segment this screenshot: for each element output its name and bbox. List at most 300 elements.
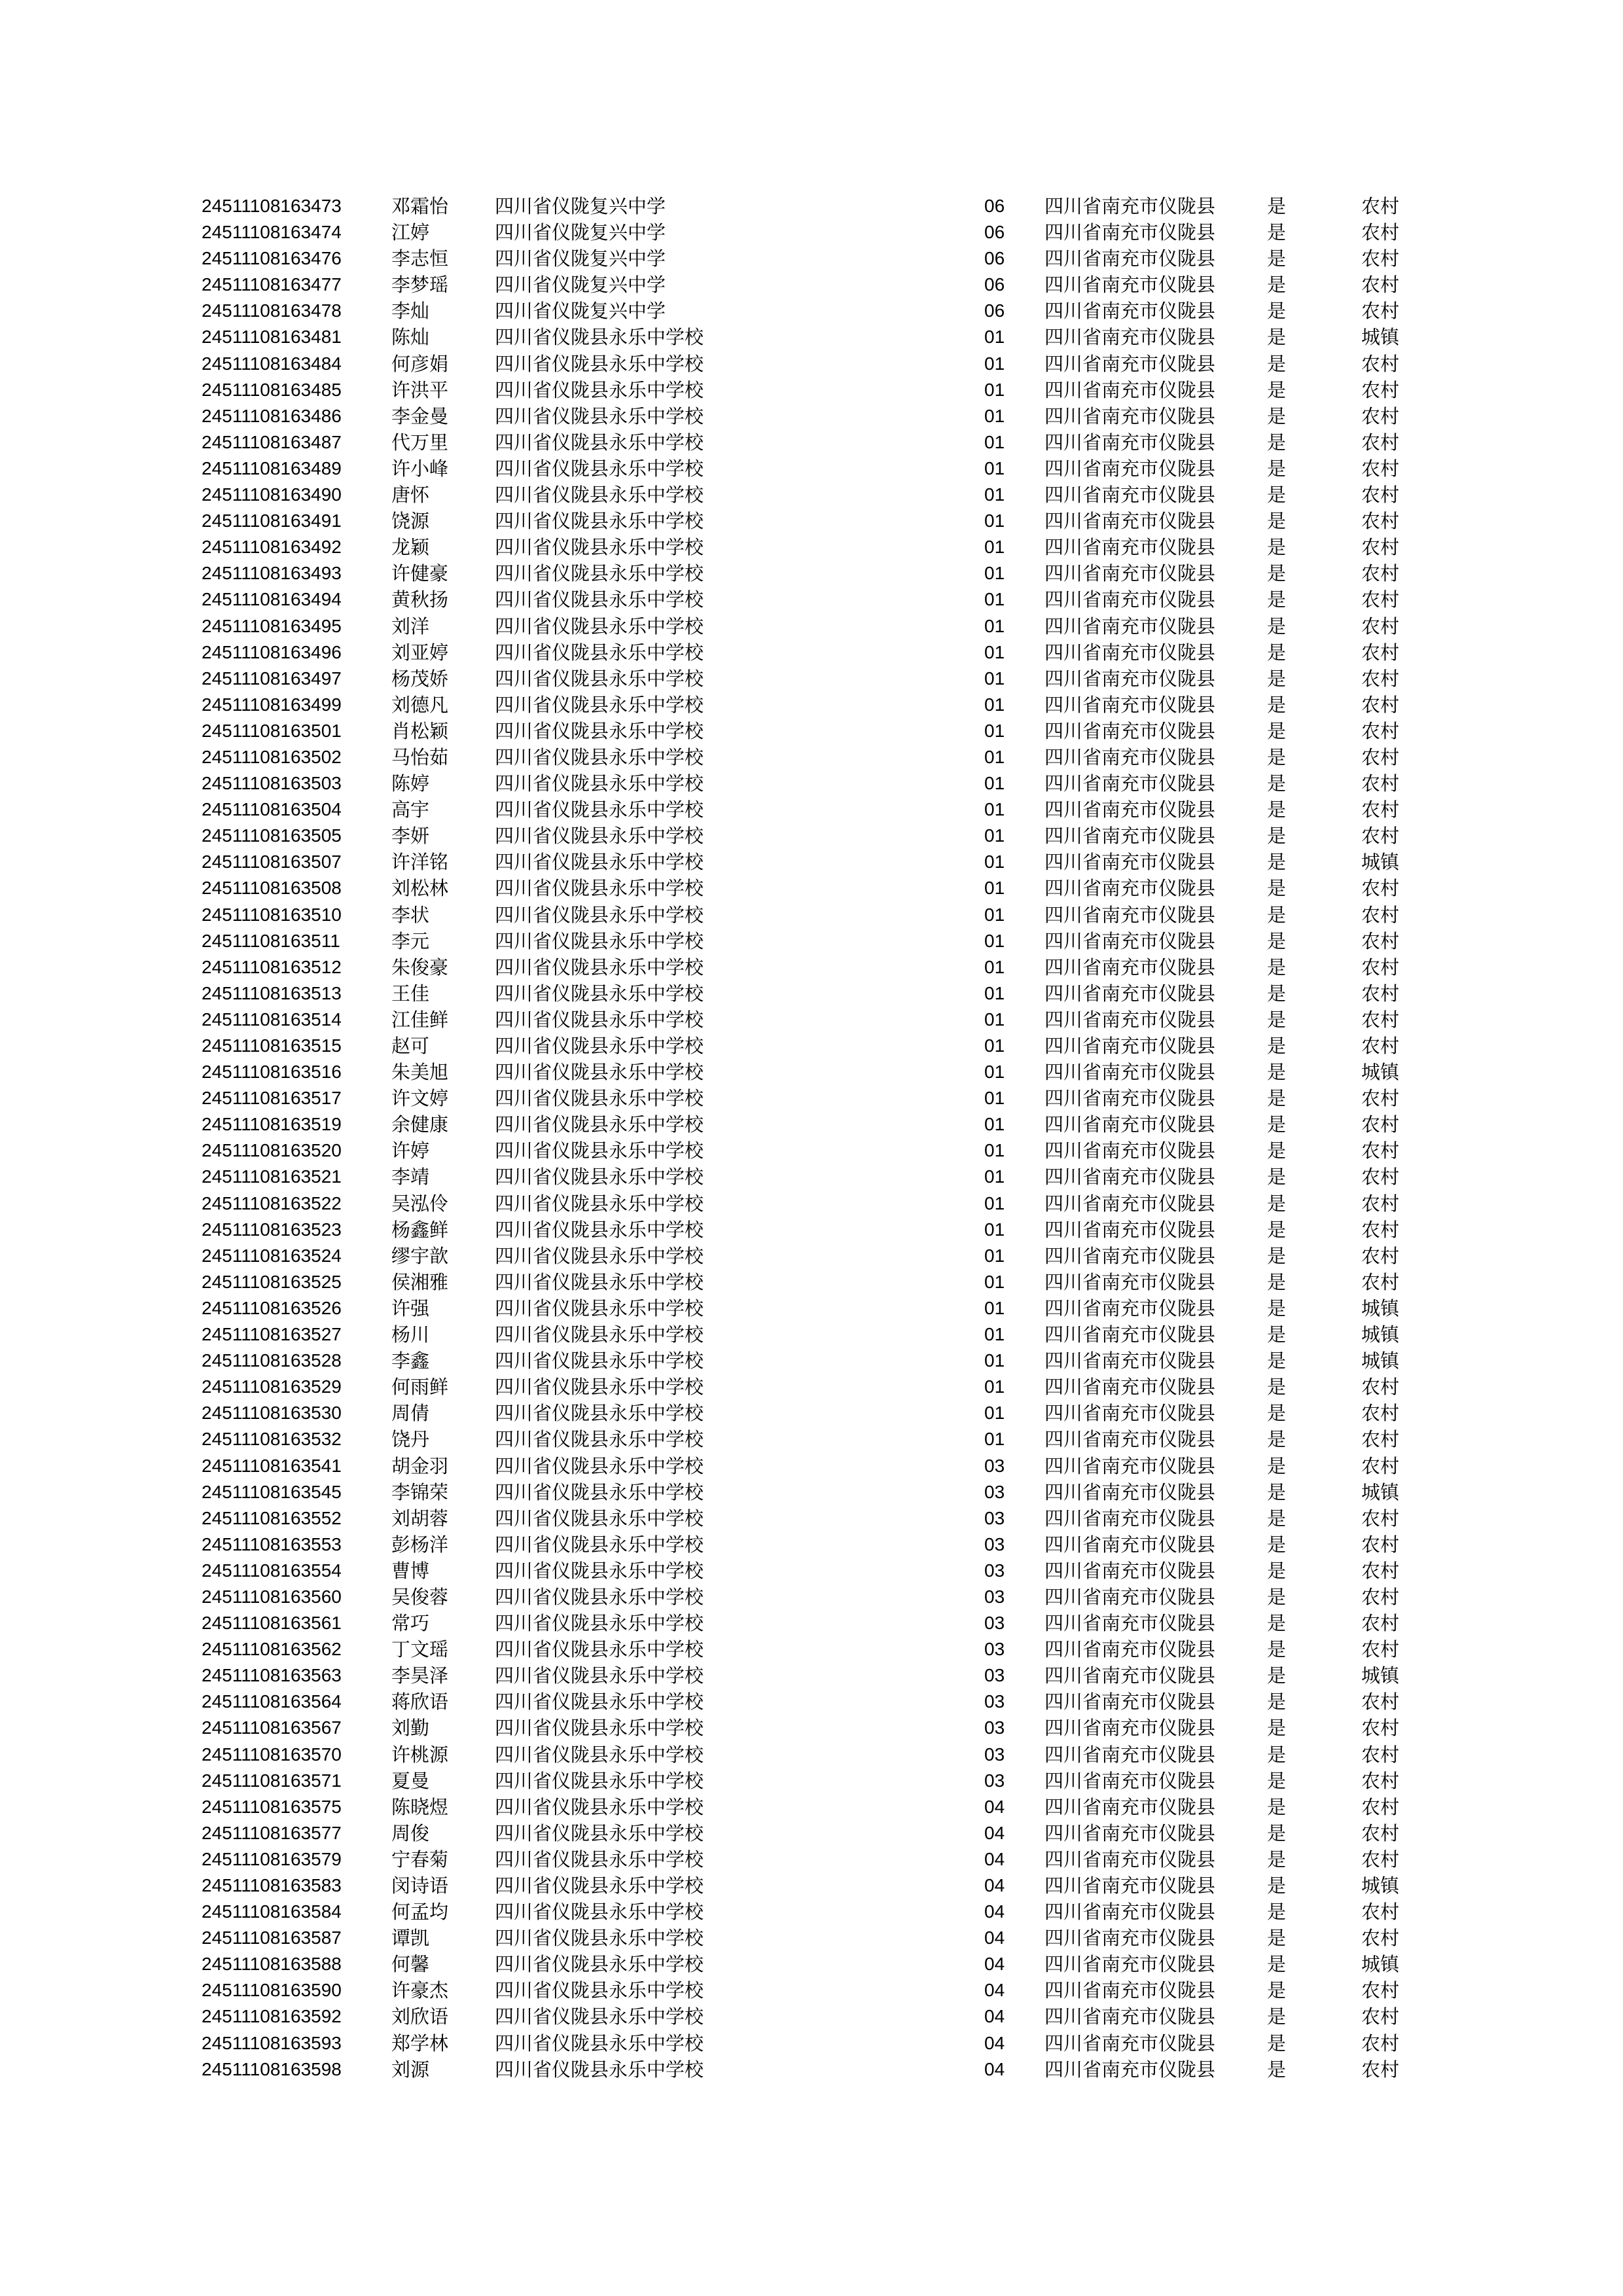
student-name-cell: 龙颖: [391, 536, 430, 559]
eligibility-flag-cell: 是: [1267, 588, 1287, 611]
student-id-cell: 24511108163519: [202, 1114, 342, 1135]
table-row: [0, 245, 1623, 272]
school-name-cell: 四川省仪陇县永乐中学校: [495, 667, 704, 690]
region-cell: 四川省南充市仪陇县: [1044, 457, 1216, 480]
school-name-cell: 四川省仪陇县永乐中学校: [495, 1717, 704, 1740]
residence-type-cell: 农村: [1361, 1533, 1400, 1556]
school-name-cell: 四川省仪陇县永乐中学校: [495, 825, 704, 848]
category-code-cell: 01: [984, 773, 1005, 794]
eligibility-flag-cell: 是: [1267, 745, 1287, 768]
eligibility-flag-cell: 是: [1267, 877, 1287, 900]
eligibility-flag-cell: 是: [1267, 484, 1287, 507]
residence-type-cell: 农村: [1361, 1270, 1400, 1293]
student-name-cell: 许桃源: [391, 1743, 449, 1766]
student-list-table: [0, 193, 1623, 2083]
residence-type-cell: 农村: [1361, 745, 1400, 768]
student-name-cell: 邓霜怡: [391, 195, 449, 217]
student-name-cell: 王佳: [391, 982, 430, 1005]
student-name-cell: 杨川: [391, 1323, 430, 1346]
table-row: [0, 954, 1623, 980]
eligibility-flag-cell: 是: [1267, 326, 1287, 349]
student-id-cell: 24511108163570: [202, 1744, 342, 1765]
residence-type-cell: 农村: [1361, 484, 1400, 507]
eligibility-flag-cell: 是: [1267, 1691, 1287, 1713]
student-id-cell: 24511108163553: [202, 1534, 342, 1554]
student-name-cell: 马怡茹: [391, 745, 449, 768]
eligibility-flag-cell: 是: [1267, 352, 1287, 375]
student-name-cell: 陈晓煜: [391, 1795, 449, 1818]
student-id-cell: 24511108163583: [202, 1875, 342, 1895]
residence-type-cell: 农村: [1361, 1428, 1400, 1451]
student-name-cell: 宁春菊: [391, 1848, 449, 1871]
region-cell: 四川省南充市仪陇县: [1044, 1848, 1216, 1871]
student-name-cell: 刘德凡: [391, 693, 449, 716]
category-code-cell: 04: [984, 2006, 1005, 2027]
student-name-cell: 郑学林: [391, 2032, 449, 2054]
student-id-cell: 24511108163512: [202, 956, 342, 977]
school-name-cell: 四川省仪陇县永乐中学校: [495, 2005, 704, 2028]
student-id-cell: 24511108163504: [202, 799, 342, 820]
student-name-cell: 肖松颖: [391, 719, 449, 742]
table-row: [0, 1689, 1623, 1715]
student-id-cell: 24511108163529: [202, 1376, 342, 1397]
student-id-cell: 24511108163520: [202, 1140, 342, 1161]
category-code-cell: 01: [984, 563, 1005, 584]
region-cell: 四川省南充市仪陇县: [1044, 1717, 1216, 1740]
category-code-cell: 01: [984, 799, 1005, 820]
region-cell: 四川省南充市仪陇县: [1044, 1454, 1216, 1477]
student-id-cell: 24511108163587: [202, 1928, 342, 1948]
residence-type-cell: 城镇: [1361, 1953, 1400, 1976]
eligibility-flag-cell: 是: [1267, 1297, 1287, 1319]
category-code-cell: 01: [984, 1114, 1005, 1135]
table-row: [0, 586, 1623, 613]
residence-type-cell: 农村: [1361, 457, 1400, 480]
student-name-cell: 何馨: [391, 1953, 430, 1976]
student-id-cell: 24511108163476: [202, 248, 342, 269]
region-cell: 四川省南充市仪陇县: [1044, 1691, 1216, 1713]
region-cell: 四川省南充市仪陇县: [1044, 1376, 1216, 1399]
eligibility-flag-cell: 是: [1267, 1244, 1287, 1267]
region-cell: 四川省南充市仪陇县: [1044, 1428, 1216, 1451]
eligibility-flag-cell: 是: [1267, 247, 1287, 270]
eligibility-flag-cell: 是: [1267, 929, 1287, 952]
school-name-cell: 四川省仪陇县永乐中学校: [495, 929, 704, 952]
residence-type-cell: 城镇: [1361, 1350, 1400, 1372]
school-name-cell: 四川省仪陇县永乐中学校: [495, 772, 704, 795]
table-row: [0, 666, 1623, 692]
category-code-cell: 04: [984, 2058, 1005, 2079]
residence-type-cell: 农村: [1361, 772, 1400, 795]
student-name-cell: 刘源: [391, 2058, 430, 2081]
student-name-cell: 许洋铭: [391, 851, 449, 874]
school-name-cell: 四川省仪陇县永乐中学校: [495, 1480, 704, 1503]
school-name-cell: 四川省仪陇县永乐中学校: [495, 1743, 704, 1766]
category-code-cell: 06: [984, 248, 1005, 269]
category-code-cell: 04: [984, 1928, 1005, 1948]
residence-type-cell: 农村: [1361, 1166, 1400, 1189]
student-id-cell: 24511108163592: [202, 2006, 342, 2027]
residence-type-cell: 农村: [1361, 1821, 1400, 1844]
student-id-cell: 24511108163502: [202, 746, 342, 767]
residence-type-cell: 农村: [1361, 195, 1400, 217]
region-cell: 四川省南充市仪陇县: [1044, 274, 1216, 296]
region-cell: 四川省南充市仪陇县: [1044, 352, 1216, 375]
student-name-cell: 李妍: [391, 825, 430, 848]
eligibility-flag-cell: 是: [1267, 1350, 1287, 1372]
category-code-cell: 06: [984, 222, 1005, 243]
school-name-cell: 四川省仪陇县永乐中学校: [495, 1166, 704, 1189]
eligibility-flag-cell: 是: [1267, 2058, 1287, 2081]
region-cell: 四川省南充市仪陇县: [1044, 1927, 1216, 1950]
student-id-cell: 24511108163563: [202, 1665, 342, 1686]
residence-type-cell: 农村: [1361, 693, 1400, 716]
table-row: [0, 351, 1623, 377]
school-name-cell: 四川省仪陇县永乐中学校: [495, 1585, 704, 1608]
region-cell: 四川省南充市仪陇县: [1044, 772, 1216, 795]
school-name-cell: 四川省仪陇县永乐中学校: [495, 1927, 704, 1950]
region-cell: 四川省南充市仪陇县: [1044, 484, 1216, 507]
student-name-cell: 许小峰: [391, 457, 449, 480]
residence-type-cell: 农村: [1361, 1743, 1400, 1766]
residence-type-cell: 农村: [1361, 536, 1400, 559]
eligibility-flag-cell: 是: [1267, 1402, 1287, 1425]
eligibility-flag-cell: 是: [1267, 851, 1287, 874]
school-name-cell: 四川省仪陇县永乐中学校: [495, 1270, 704, 1293]
residence-type-cell: 农村: [1361, 2005, 1400, 2028]
student-id-cell: 24511108163564: [202, 1691, 342, 1712]
student-name-cell: 李元: [391, 929, 430, 952]
table-row: [0, 1925, 1623, 1951]
eligibility-flag-cell: 是: [1267, 1743, 1287, 1766]
category-code-cell: 01: [984, 1245, 1005, 1266]
student-id-cell: 24511108163517: [202, 1088, 342, 1109]
student-name-cell: 朱俊豪: [391, 956, 449, 978]
eligibility-flag-cell: 是: [1267, 1166, 1287, 1189]
region-cell: 四川省南充市仪陇县: [1044, 1795, 1216, 1818]
eligibility-flag-cell: 是: [1267, 1717, 1287, 1740]
student-id-cell: 24511108163486: [202, 405, 342, 426]
student-name-cell: 刘洋: [391, 615, 430, 637]
category-code-cell: 01: [984, 1088, 1005, 1109]
student-id-cell: 24511108163528: [202, 1350, 342, 1371]
table-row: [0, 1951, 1623, 1977]
school-name-cell: 四川省仪陇县永乐中学校: [495, 1769, 704, 1792]
student-name-cell: 李锦荣: [391, 1480, 449, 1503]
school-name-cell: 四川省仪陇县永乐中学校: [495, 1323, 704, 1346]
eligibility-flag-cell: 是: [1267, 510, 1287, 533]
region-cell: 四川省南充市仪陇县: [1044, 247, 1216, 270]
student-id-cell: 24511108163511: [202, 930, 340, 951]
table-row: [0, 193, 1623, 219]
eligibility-flag-cell: 是: [1267, 1454, 1287, 1477]
student-name-cell: 丁文瑶: [391, 1638, 449, 1661]
school-name-cell: 四川省仪陇县永乐中学校: [495, 1821, 704, 1844]
student-name-cell: 江佳鲜: [391, 1008, 449, 1031]
residence-type-cell: 农村: [1361, 1691, 1400, 1713]
table-row: [0, 1191, 1623, 1217]
category-code-cell: 01: [984, 1350, 1005, 1371]
category-code-cell: 01: [984, 825, 1005, 846]
student-name-cell: 常巧: [391, 1612, 430, 1635]
eligibility-flag-cell: 是: [1267, 457, 1287, 480]
residence-type-cell: 农村: [1361, 798, 1400, 821]
student-id-cell: 24511108163515: [202, 1035, 342, 1056]
student-name-cell: 李金曼: [391, 404, 449, 427]
school-name-cell: 四川省仪陇县永乐中学校: [495, 1874, 704, 1897]
table-row: [0, 1899, 1623, 1925]
residence-type-cell: 农村: [1361, 1008, 1400, 1031]
school-name-cell: 四川省仪陇县永乐中学校: [495, 1297, 704, 1319]
school-name-cell: 四川省仪陇县永乐中学校: [495, 877, 704, 900]
eligibility-flag-cell: 是: [1267, 1901, 1287, 1924]
region-cell: 四川省南充市仪陇县: [1044, 798, 1216, 821]
student-name-cell: 朱美旭: [391, 1061, 449, 1084]
category-code-cell: 03: [984, 1481, 1005, 1502]
category-code-cell: 01: [984, 589, 1005, 610]
table-row: [0, 1243, 1623, 1269]
student-id-cell: 24511108163554: [202, 1560, 342, 1581]
region-cell: 四川省南充市仪陇县: [1044, 1166, 1216, 1189]
school-name-cell: 四川省仪陇县永乐中学校: [495, 1795, 704, 1818]
category-code-cell: 03: [984, 1560, 1005, 1581]
eligibility-flag-cell: 是: [1267, 1953, 1287, 1976]
category-code-cell: 06: [984, 300, 1005, 321]
region-cell: 四川省南充市仪陇县: [1044, 982, 1216, 1005]
table-row: [0, 272, 1623, 298]
eligibility-flag-cell: 是: [1267, 1507, 1287, 1530]
student-id-cell: 24511108163494: [202, 589, 342, 610]
category-code-cell: 01: [984, 852, 1005, 872]
category-code-cell: 01: [984, 537, 1005, 558]
category-code-cell: 04: [984, 2032, 1005, 2053]
residence-type-cell: 农村: [1361, 431, 1400, 454]
region-cell: 四川省南充市仪陇县: [1044, 195, 1216, 217]
student-name-cell: 缪宇歆: [391, 1244, 449, 1267]
category-code-cell: 01: [984, 1009, 1005, 1030]
table-row: [0, 1007, 1623, 1033]
student-name-cell: 谭凯: [391, 1927, 430, 1950]
student-name-cell: 余健康: [391, 1113, 449, 1136]
school-name-cell: 四川省仪陇复兴中学: [495, 195, 666, 217]
student-id-cell: 24511108163514: [202, 1009, 342, 1030]
eligibility-flag-cell: 是: [1267, 1323, 1287, 1346]
student-name-cell: 饶源: [391, 510, 430, 533]
region-cell: 四川省南充市仪陇县: [1044, 929, 1216, 952]
student-id-cell: 24511108163577: [202, 1822, 342, 1843]
school-name-cell: 四川省仪陇县永乐中学校: [495, 1848, 704, 1871]
category-code-cell: 01: [984, 615, 1005, 636]
residence-type-cell: 农村: [1361, 404, 1400, 427]
region-cell: 四川省南充市仪陇县: [1044, 1350, 1216, 1372]
region-cell: 四川省南充市仪陇县: [1044, 1612, 1216, 1635]
residence-type-cell: 农村: [1361, 510, 1400, 533]
student-id-cell: 24511108163510: [202, 904, 342, 925]
residence-type-cell: 农村: [1361, 1402, 1400, 1425]
table-row: [0, 403, 1623, 429]
table-row: [0, 1453, 1623, 1479]
eligibility-flag-cell: 是: [1267, 1638, 1287, 1661]
category-code-cell: 01: [984, 1324, 1005, 1345]
student-id-cell: 24511108163493: [202, 563, 342, 584]
category-code-cell: 01: [984, 511, 1005, 531]
table-row: [0, 1321, 1623, 1348]
school-name-cell: 四川省仪陇县永乐中学校: [495, 510, 704, 533]
school-name-cell: 四川省仪陇县永乐中学校: [495, 378, 704, 401]
table-row: [0, 875, 1623, 901]
residence-type-cell: 农村: [1361, 929, 1400, 952]
table-row: [0, 980, 1623, 1007]
student-name-cell: 刘欣语: [391, 2005, 449, 2028]
region-cell: 四川省南充市仪陇县: [1044, 300, 1216, 323]
table-row: [0, 2056, 1623, 2083]
student-id-cell: 24511108163501: [202, 720, 342, 741]
category-code-cell: 01: [984, 379, 1005, 400]
student-id-cell: 24511108163532: [202, 1429, 342, 1450]
table-row: [0, 1374, 1623, 1400]
region-cell: 四川省南充市仪陇县: [1044, 1192, 1216, 1215]
student-name-cell: 黄秋扬: [391, 588, 449, 611]
student-id-cell: 24511108163545: [202, 1481, 342, 1502]
region-cell: 四川省南充市仪陇县: [1044, 745, 1216, 768]
table-row: [0, 1111, 1623, 1138]
school-name-cell: 四川省仪陇县永乐中学校: [495, 352, 704, 375]
category-code-cell: 01: [984, 694, 1005, 715]
student-id-cell: 24511108163497: [202, 668, 342, 689]
region-cell: 四川省南充市仪陇县: [1044, 1061, 1216, 1084]
region-cell: 四川省南充市仪陇县: [1044, 221, 1216, 244]
region-cell: 四川省南充市仪陇县: [1044, 1874, 1216, 1897]
residence-type-cell: 农村: [1361, 274, 1400, 296]
table-row: [0, 2030, 1623, 2056]
residence-type-cell: 农村: [1361, 903, 1400, 926]
eligibility-flag-cell: 是: [1267, 798, 1287, 821]
school-name-cell: 四川省仪陇县永乐中学校: [495, 2058, 704, 2081]
student-id-cell: 24511108163492: [202, 537, 342, 558]
category-code-cell: 03: [984, 1665, 1005, 1686]
eligibility-flag-cell: 是: [1267, 1113, 1287, 1136]
student-name-cell: 刘胡蓉: [391, 1507, 449, 1530]
residence-type-cell: 农村: [1361, 1717, 1400, 1740]
school-name-cell: 四川省仪陇县永乐中学校: [495, 1428, 704, 1451]
residence-type-cell: 农村: [1361, 1901, 1400, 1924]
category-code-cell: 04: [984, 1875, 1005, 1895]
student-id-cell: 24511108163508: [202, 878, 342, 899]
school-name-cell: 四川省仪陇县永乐中学校: [495, 641, 704, 664]
student-id-cell: 24511108163541: [202, 1455, 342, 1476]
region-cell: 四川省南充市仪陇县: [1044, 693, 1216, 716]
student-id-cell: 24511108163503: [202, 773, 342, 794]
student-id-cell: 24511108163525: [202, 1271, 342, 1292]
table-row: [0, 2003, 1623, 2030]
region-cell: 四川省南充市仪陇县: [1044, 825, 1216, 848]
region-cell: 四川省南充市仪陇县: [1044, 1480, 1216, 1503]
table-row: [0, 902, 1623, 928]
residence-type-cell: 农村: [1361, 221, 1400, 244]
student-id-cell: 24511108163590: [202, 1980, 342, 2001]
eligibility-flag-cell: 是: [1267, 274, 1287, 296]
student-name-cell: 赵可: [391, 1035, 430, 1057]
eligibility-flag-cell: 是: [1267, 2032, 1287, 2054]
student-id-cell: 24511108163496: [202, 641, 342, 662]
table-row: [0, 823, 1623, 849]
eligibility-flag-cell: 是: [1267, 378, 1287, 401]
school-name-cell: 四川省仪陇县永乐中学校: [495, 1901, 704, 1924]
category-code-cell: 03: [984, 1586, 1005, 1607]
residence-type-cell: 农村: [1361, 1139, 1400, 1162]
eligibility-flag-cell: 是: [1267, 562, 1287, 585]
residence-type-cell: 农村: [1361, 2058, 1400, 2081]
residence-type-cell: 农村: [1361, 1638, 1400, 1661]
table-row: [0, 639, 1623, 666]
eligibility-flag-cell: 是: [1267, 536, 1287, 559]
student-id-cell: 24511108163561: [202, 1613, 342, 1634]
student-name-cell: 杨鑫鲜: [391, 1218, 449, 1241]
region-cell: 四川省南充市仪陇县: [1044, 588, 1216, 611]
school-name-cell: 四川省仪陇县永乐中学校: [495, 1192, 704, 1215]
table-row: [0, 1479, 1623, 1505]
eligibility-flag-cell: 是: [1267, 1874, 1287, 1897]
eligibility-flag-cell: 是: [1267, 1428, 1287, 1451]
student-name-cell: 李灿: [391, 300, 430, 323]
student-name-cell: 周倩: [391, 1402, 430, 1425]
school-name-cell: 四川省仪陇县永乐中学校: [495, 1402, 704, 1425]
student-id-cell: 24511108163579: [202, 1848, 342, 1869]
category-code-cell: 04: [984, 1980, 1005, 2001]
region-cell: 四川省南充市仪陇县: [1044, 1533, 1216, 1556]
table-row: [0, 1662, 1623, 1689]
student-name-cell: 曹博: [391, 1559, 430, 1582]
table-row: [0, 1138, 1623, 1164]
student-name-cell: 刘亚婷: [391, 641, 449, 664]
school-name-cell: 四川省仪陇县永乐中学校: [495, 1087, 704, 1110]
category-code-cell: 01: [984, 641, 1005, 662]
table-row: [0, 718, 1623, 744]
school-name-cell: 四川省仪陇县永乐中学校: [495, 982, 704, 1005]
eligibility-flag-cell: 是: [1267, 1270, 1287, 1293]
school-name-cell: 四川省仪陇县永乐中学校: [495, 1979, 704, 2002]
region-cell: 四川省南充市仪陇县: [1044, 1979, 1216, 2002]
table-row: [0, 560, 1623, 586]
student-name-cell: 闵诗语: [391, 1874, 449, 1897]
category-code-cell: 04: [984, 1901, 1005, 1922]
student-id-cell: 24511108163495: [202, 615, 342, 636]
eligibility-flag-cell: 是: [1267, 221, 1287, 244]
eligibility-flag-cell: 是: [1267, 641, 1287, 664]
category-code-cell: 01: [984, 956, 1005, 977]
region-cell: 四川省南充市仪陇县: [1044, 1585, 1216, 1608]
table-row: [0, 744, 1623, 770]
region-cell: 四川省南充市仪陇县: [1044, 641, 1216, 664]
student-id-cell: 24511108163598: [202, 2058, 342, 2079]
student-id-cell: 24511108163516: [202, 1062, 342, 1083]
student-id-cell: 24511108163521: [202, 1166, 342, 1187]
region-cell: 四川省南充市仪陇县: [1044, 851, 1216, 874]
school-name-cell: 四川省仪陇县永乐中学校: [495, 1035, 704, 1057]
student-id-cell: 24511108163527: [202, 1324, 342, 1345]
eligibility-flag-cell: 是: [1267, 1008, 1287, 1031]
eligibility-flag-cell: 是: [1267, 667, 1287, 690]
eligibility-flag-cell: 是: [1267, 1139, 1287, 1162]
student-id-cell: 24511108163562: [202, 1639, 342, 1660]
region-cell: 四川省南充市仪陇县: [1044, 1087, 1216, 1110]
student-name-cell: 胡金羽: [391, 1454, 449, 1477]
table-row: [0, 456, 1623, 482]
region-cell: 四川省南充市仪陇县: [1044, 1638, 1216, 1661]
school-name-cell: 四川省仪陇县永乐中学校: [495, 745, 704, 768]
region-cell: 四川省南充市仪陇县: [1044, 2058, 1216, 2081]
residence-type-cell: 农村: [1361, 1612, 1400, 1635]
